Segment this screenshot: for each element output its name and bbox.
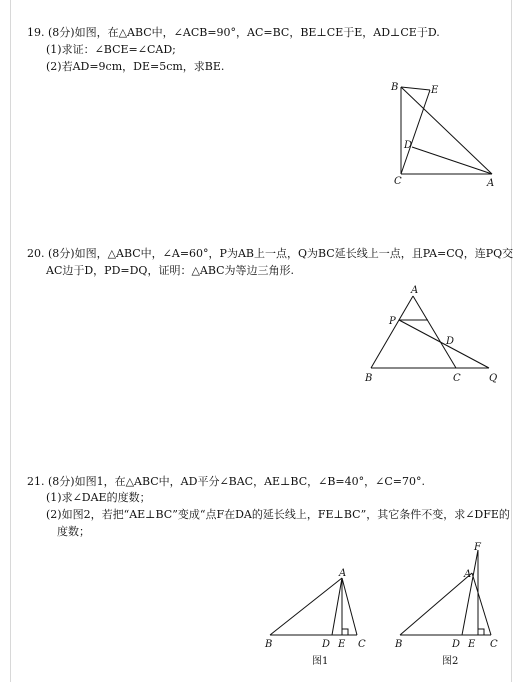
label-A: A	[487, 178, 495, 189]
label-E: E	[338, 639, 346, 650]
label-E: E	[431, 85, 439, 96]
page-margin-left	[10, 0, 11, 682]
problem-20-statement-cont: AC边于D，PD=DQ，证明：△ABC为等边三角形.	[46, 264, 295, 277]
problem-19-part-1: (1)求证：∠BCE=∠CAD;	[46, 43, 176, 56]
label-A: A	[411, 285, 419, 296]
problem-19-figure	[385, 78, 500, 190]
label-C: C	[490, 639, 498, 650]
page-margin-right	[511, 0, 512, 682]
problem-20-statement: 20. (8分)如图，△ABC中，∠A=60°，P为AB上一点，Q为BC延长线上一点，且PA=CQ，连PQ交	[27, 247, 514, 260]
problem-21-part-2: (2)如图2，若把“AE⊥BC”变成“点F在DA的延长线上，FE⊥BC”，其它条件不变，求∠DFE的	[46, 508, 510, 521]
label-Q: Q	[489, 373, 498, 384]
label-D: D	[404, 140, 413, 151]
label-D: D	[446, 336, 455, 347]
label-P: P	[389, 316, 396, 327]
label-D: D	[322, 639, 331, 650]
problem-20-figure	[363, 282, 503, 387]
problem-21-part-2-cont: 度数；	[57, 525, 90, 538]
label-C: C	[453, 373, 461, 384]
problem-19-statement: 19. (8分)如图，在△ABC中，∠ACB=90°，AC=BC，BE⊥CE于E，AD⊥CE于D.	[27, 26, 440, 39]
label-D: D	[452, 639, 461, 650]
label-B: B	[265, 639, 273, 650]
problem-21-figure-1	[262, 564, 374, 669]
label-B: B	[391, 82, 399, 93]
label-B: B	[365, 373, 373, 384]
figure-2-caption: 图2	[442, 656, 459, 667]
label-C: C	[394, 176, 402, 187]
problem-21-figure-2	[392, 538, 507, 669]
label-F: F	[474, 542, 481, 553]
label-B: B	[395, 639, 403, 650]
figure-1-caption: 图1	[312, 656, 329, 667]
problem-21-statement: 21. (8分)如图1，在△ABC中，AD平分∠BAC，AE⊥BC，∠B=40°，∠C=70°.	[27, 475, 425, 488]
label-A: A	[339, 568, 347, 579]
label-E: E	[468, 639, 476, 650]
problem-21-part-1: (1)求∠DAE的度数；	[46, 491, 151, 504]
label-C: C	[358, 639, 366, 650]
label-A: A	[464, 569, 472, 580]
problem-19-part-2: (2)若AD=9cm，DE=5cm，求BE.	[46, 60, 225, 73]
